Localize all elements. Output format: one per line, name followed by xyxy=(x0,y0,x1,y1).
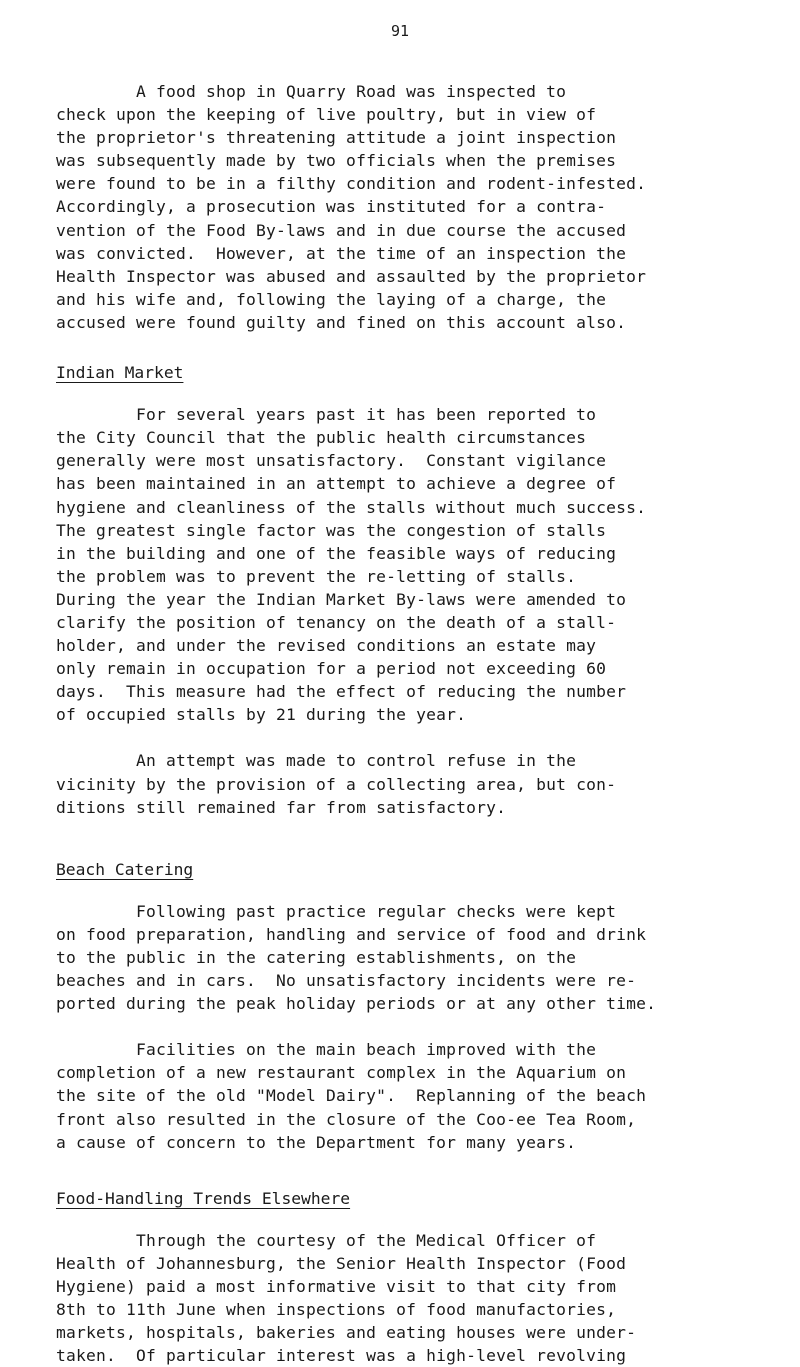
text-line: hygiene and cleanliness of the stalls without much success. xyxy=(56,497,647,517)
text-line: the problem was to prevent the re-letting of stalls. xyxy=(56,566,577,586)
text-line: to the public in the catering establishments, on the xyxy=(56,948,577,967)
text-line: During the year the Indian Market By-laws were amended to xyxy=(56,589,627,609)
text-line: has been maintained in an attempt to achieve a degree of xyxy=(56,474,617,494)
text-line: and his wife and, following the laying of a charge, the xyxy=(56,289,607,309)
paragraph-beach-facilities xyxy=(56,1038,776,1153)
text-line: was convicted. However, at the time of an inspection the xyxy=(56,243,627,263)
text-line: vention of the Food By-laws and in due course the accused xyxy=(56,220,627,240)
text-line: vicinity by the provision of a collecting area, but con- xyxy=(56,774,617,794)
paragraph-beach-checks xyxy=(56,900,776,1015)
text-line: the site of the old "Model Dairy". Replanning of the beach xyxy=(56,1086,647,1106)
document-body xyxy=(56,80,776,1367)
text-line: Health Inspector was abused and assaulted by the proprietor xyxy=(56,266,647,286)
text-line: beaches and in cars. No unsatisfactory incidents were re- xyxy=(56,971,637,991)
text-line: Hygiene) paid a most informative visit to that city from xyxy=(56,1277,617,1297)
paragraph-indian-market xyxy=(56,403,776,726)
text-line: were found to be in a filthy condition and rodent-infested. xyxy=(56,174,647,194)
section-heading-beach-catering: Beach Catering xyxy=(56,859,194,879)
text-line: in the building and one of the feasible ways of reducing xyxy=(56,543,617,563)
text-line: accused were found guilty and fined on this account also. xyxy=(56,312,627,332)
text-line: A food shop in Quarry Road was inspected to xyxy=(56,82,567,101)
text-line: front also resulted in the closure of the Coo-ee Tea Room, xyxy=(56,1109,637,1129)
text-line: 8th to 11th June when inspections of food manufactories, xyxy=(56,1300,617,1320)
text-line: ditions still remained far from satisfactory. xyxy=(56,797,507,817)
text-line: For several years past it has been reported to xyxy=(56,405,597,425)
paragraph-food-shop xyxy=(56,80,776,334)
paragraph-refuse xyxy=(56,749,776,818)
text-line: the City Council that the public health circumstances xyxy=(56,428,587,448)
paragraph-johannesburg-visit xyxy=(56,1229,776,1367)
text-line: the proprietor's threatening attitude a joint inspection xyxy=(56,128,617,148)
section-heading-indian-market: Indian Market xyxy=(56,363,184,383)
text-line: taken. Of particular interest was a high-level revolving xyxy=(56,1346,627,1366)
text-line: generally were most unsatisfactory. Constant vigilance xyxy=(56,451,607,471)
text-line: check upon the keeping of live poultry, but in view of xyxy=(56,105,597,125)
text-line: Facilities on the main beach improved with the xyxy=(56,1040,597,1060)
text-line: on food preparation, handling and service of food and drink xyxy=(56,924,647,944)
page-number: 91 xyxy=(390,22,410,40)
text-line: only remain in occupation for a period not exceeding 60 xyxy=(56,659,607,679)
section-heading-food-handling-trends: Food-Handling Trends Elsewhere xyxy=(56,1188,351,1208)
text-line: Health of Johannesburg, the Senior Health Inspector (Food xyxy=(56,1253,627,1273)
text-line: completion of a new restaurant complex in the Aquarium on xyxy=(56,1063,627,1083)
text-line: An attempt was made to control refuse in the xyxy=(56,751,577,771)
text-line: days. This measure had the effect of reducing the number xyxy=(56,682,627,702)
text-line: clarify the position of tenancy on the death of a stall- xyxy=(56,612,617,632)
text-line: Following past practice regular checks were kept xyxy=(56,901,617,921)
text-line: was subsequently made by two officials when the premises xyxy=(56,151,617,171)
text-line: Through the courtesy of the Medical Officer of xyxy=(56,1230,597,1250)
text-line: a cause of concern to the Department for many years. xyxy=(56,1132,577,1152)
text-line: Accordingly, a prosecution was instituted for a contra- xyxy=(56,197,607,217)
text-line: The greatest single factor was the congestion of stalls xyxy=(56,520,607,540)
text-line: holder, and under the revised conditions an estate may xyxy=(56,636,597,656)
text-line: markets, hospitals, bakeries and eating houses were under- xyxy=(56,1323,637,1343)
text-line: ported during the peak holiday periods or at any other time. xyxy=(56,994,657,1014)
text-line: of occupied stalls by 21 during the year. xyxy=(56,705,467,725)
